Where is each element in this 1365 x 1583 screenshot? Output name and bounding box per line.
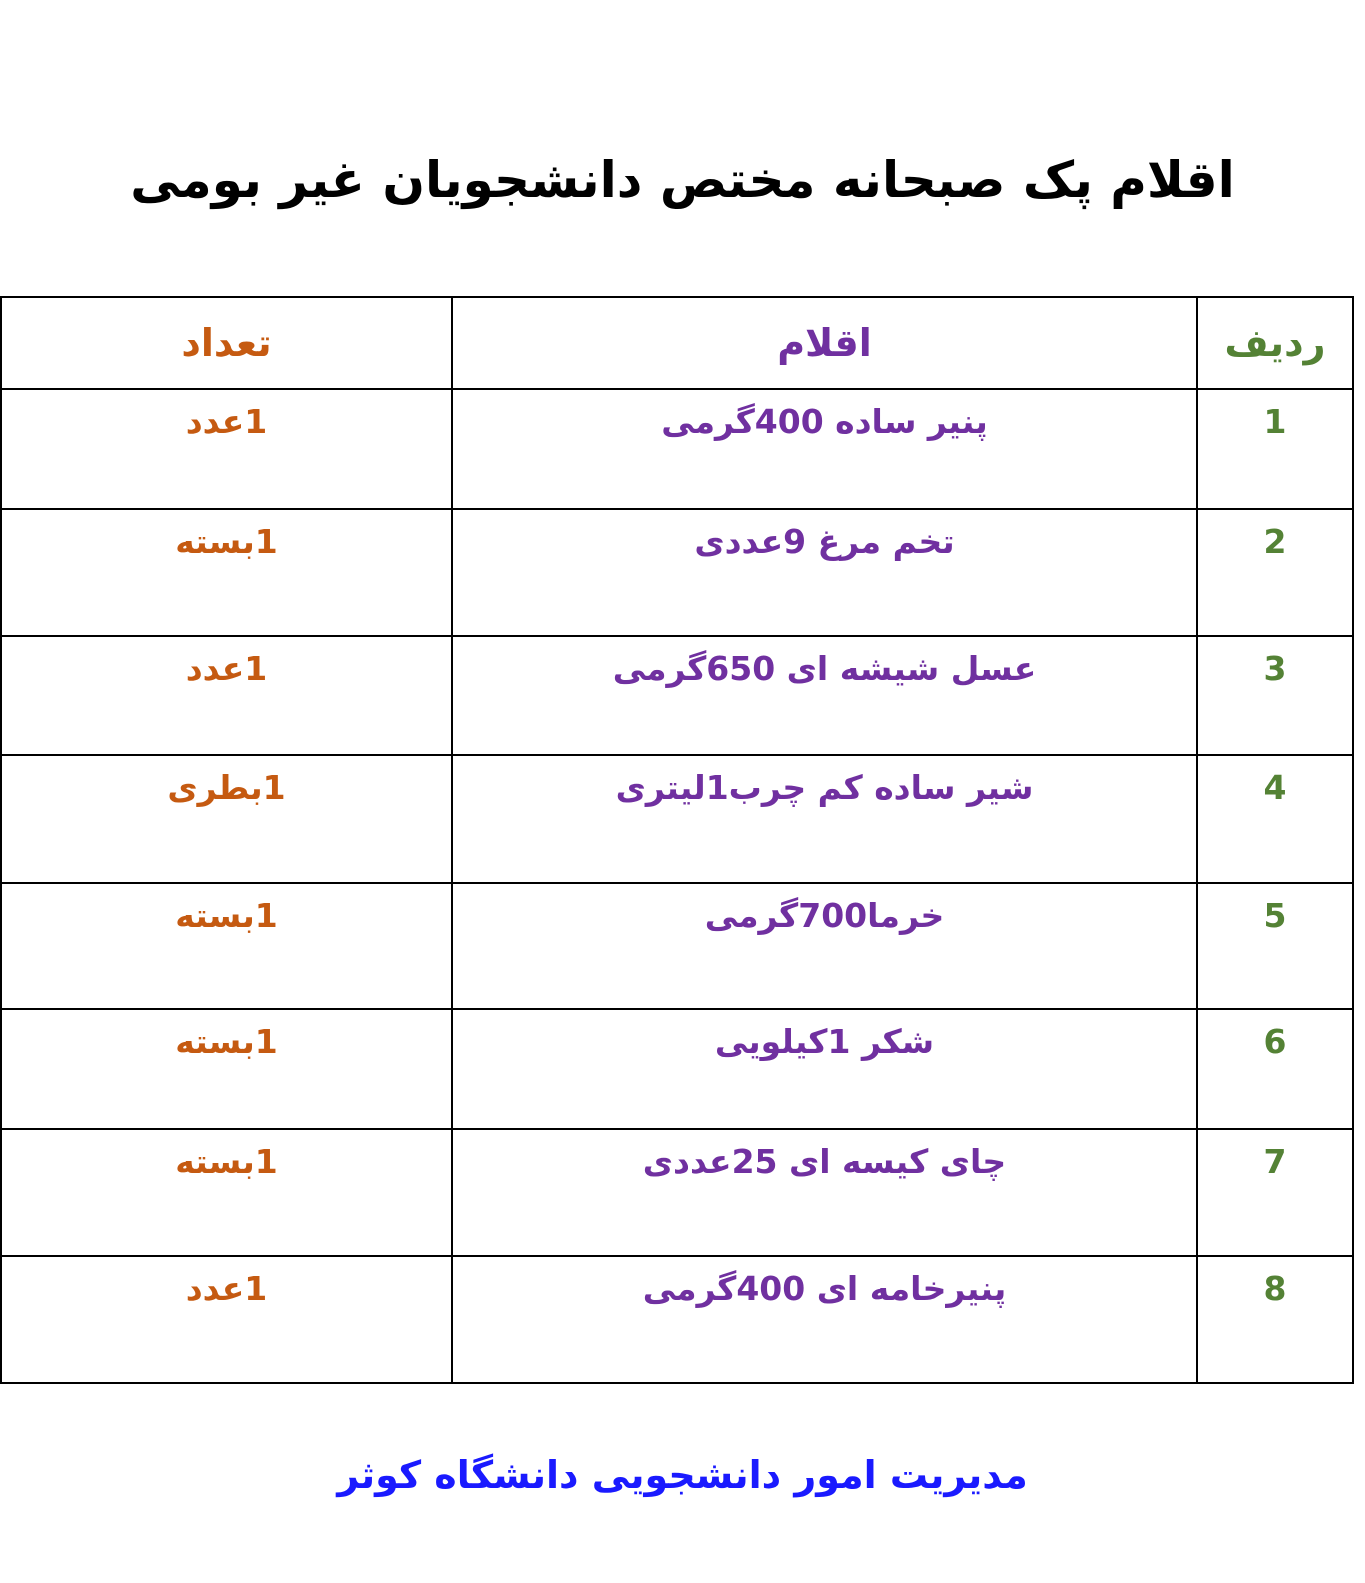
quantity-cell: 1عدد	[1, 1256, 452, 1383]
table-row	[1, 389, 1353, 509]
quantity-cell: 1بسته	[1, 1129, 452, 1256]
item-cell: عسل شیشه ای 650گرمی	[452, 636, 1197, 755]
row-number-cell: 5	[1197, 883, 1353, 1009]
table-row	[1, 509, 1353, 636]
table-header-row	[1, 297, 1353, 389]
table-row	[1, 755, 1353, 883]
item-cell: تخم مرغ 9عددی	[452, 509, 1197, 636]
header-items: اقلام	[452, 297, 1197, 389]
table-row	[1, 1009, 1353, 1129]
row-number-cell: 4	[1197, 755, 1353, 883]
item-cell: پنیر ساده 400گرمی	[452, 389, 1197, 509]
quantity-cell: 1عدد	[1, 389, 452, 509]
items-table-wrapper	[0, 296, 1352, 1384]
item-cell: پنیرخامه ای 400گرمی	[452, 1256, 1197, 1383]
table-row	[1, 883, 1353, 1009]
row-number-cell: 1	[1197, 389, 1353, 509]
page-title: اقلام پک صبحانه مختص دانشجویان غیر بومی	[130, 151, 1235, 209]
item-cell: چای کیسه ای 25عددی	[452, 1129, 1197, 1256]
row-number-cell: 2	[1197, 509, 1353, 636]
quantity-cell: 1بسته	[1, 509, 452, 636]
row-number-cell: 3	[1197, 636, 1353, 755]
item-cell: شیر ساده کم چرب1لیتری	[452, 755, 1197, 883]
row-number-cell: 7	[1197, 1129, 1353, 1256]
quantity-cell: 1بطری	[1, 755, 452, 883]
quantity-cell: 1بسته	[1, 883, 452, 1009]
header-row-number: ردیف	[1197, 297, 1353, 389]
item-cell: خرما700گرمی	[452, 883, 1197, 1009]
table-row	[1, 636, 1353, 755]
table-row	[1, 1129, 1353, 1256]
quantity-cell: 1عدد	[1, 636, 452, 755]
header-quantity: تعداد	[1, 297, 452, 389]
items-table	[0, 296, 1354, 1384]
quantity-cell: 1بسته	[1, 1009, 452, 1129]
row-number-cell: 6	[1197, 1009, 1353, 1129]
row-number-cell: 8	[1197, 1256, 1353, 1383]
footer-signature: مدیریت امور دانشجویی دانشگاه کوثر	[337, 1453, 1028, 1497]
table-row	[1, 1256, 1353, 1383]
item-cell: شکر 1کیلویی	[452, 1009, 1197, 1129]
